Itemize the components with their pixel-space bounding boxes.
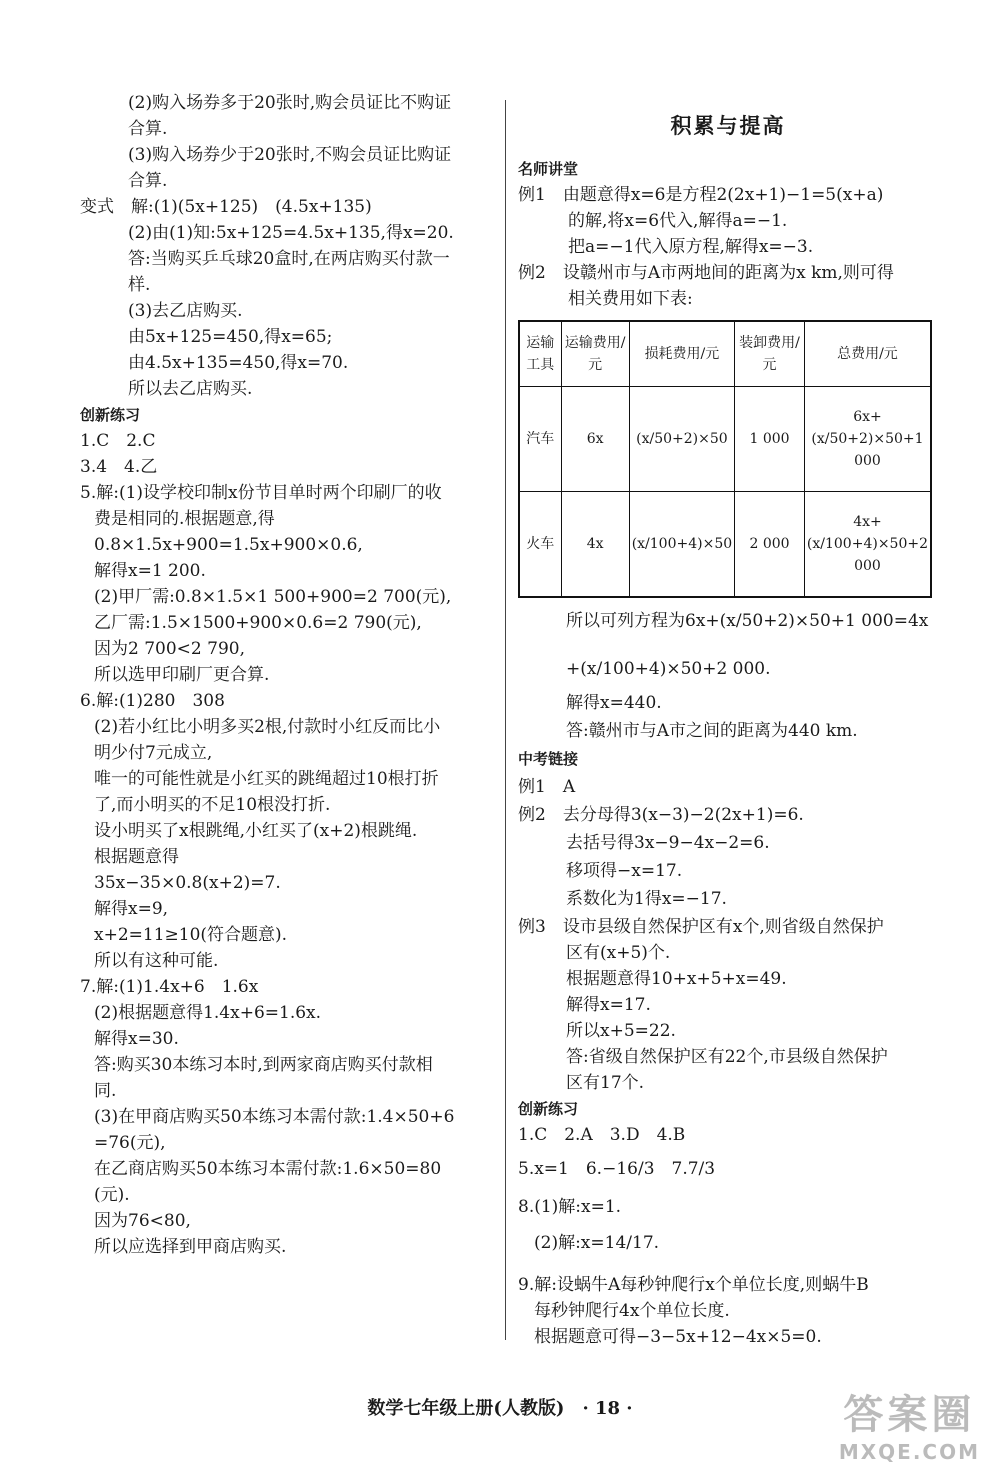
text-line: (2)购入场券多于20张时,购会员证比不购证 bbox=[128, 93, 452, 113]
text-line: 设小明买了x根跳绳,小红买了(x+2)根跳绳. bbox=[94, 821, 418, 841]
text-line: x+2=11≥10(符合题意). bbox=[94, 925, 288, 945]
text-line: (元). bbox=[94, 1185, 130, 1205]
text-line: 7.解:(1)1.4x+6 1.6x bbox=[80, 977, 259, 997]
cost-table bbox=[518, 320, 932, 598]
text-line: 相关费用如下表: bbox=[568, 289, 693, 309]
text-line: 例2 设赣州市与A市两地间的距离为x km,则可得 bbox=[518, 263, 894, 283]
text-line: (3)在甲商店购买50本练习本需付款:1.4×50+6 bbox=[94, 1107, 455, 1127]
table-cell: 火车 bbox=[519, 492, 561, 598]
text-line: 根据题意得 bbox=[94, 847, 179, 867]
text-line: 8.(1)解:x=1. bbox=[518, 1197, 622, 1217]
table-cell: 汽车 bbox=[519, 387, 561, 492]
text-line: 答:赣州市与A市之间的距离为440 km. bbox=[566, 721, 858, 741]
table-row bbox=[519, 387, 931, 492]
text-line: 因为76<80, bbox=[94, 1211, 191, 1231]
text-line: 例1 A bbox=[518, 777, 576, 797]
text-line: 所以选甲印刷厂更合算. bbox=[94, 665, 270, 685]
text-line: 答:当购买乒乓球20盒时,在两店购买付款一 bbox=[128, 249, 450, 269]
text-line: 了,而小明买的不足10根没打折. bbox=[94, 795, 331, 815]
text-line: 所以应选择到甲商店购买. bbox=[94, 1237, 287, 1257]
section-heading: 名师讲堂 bbox=[518, 160, 579, 178]
table-cell: 2 000 bbox=[735, 492, 805, 598]
text-line: 变式 解:(1)(5x+125) (4.5x+135) bbox=[80, 197, 372, 217]
text-line: 1.C 2.C bbox=[80, 431, 156, 451]
text-line: (3)去乙店购买. bbox=[128, 301, 243, 321]
page-footer: 数学七年级上册(人教版) · 18 · bbox=[367, 1398, 633, 1419]
table-cell: 4x+(x/100+4)×50+2 000 bbox=[804, 492, 931, 598]
text-line: 例1 由题意得x=6是方程2(2x+1)−1=5(x+a) bbox=[518, 185, 884, 205]
column-divider bbox=[505, 100, 506, 1340]
text-line: 的解,将x=6代入,解得a=−1. bbox=[568, 211, 788, 231]
text-line: (3)购入场券少于20张时,不购会员证比购证 bbox=[128, 145, 452, 165]
text-line: 6.解:(1)280 308 bbox=[80, 691, 225, 711]
table-header-row bbox=[519, 321, 931, 387]
text-line: 例3 设市县级自然保护区有x个,则省级自然保护 bbox=[518, 917, 884, 937]
text-line: 乙厂需:1.5×1500+900×0.6=2 790(元), bbox=[94, 613, 422, 633]
table-cell: (x/50+2)×50 bbox=[629, 387, 734, 492]
text-line: 去括号得3x−9−4x−2=6. bbox=[566, 833, 770, 853]
text-line: 所以去乙店购买. bbox=[128, 379, 253, 399]
text-line: 解得x=17. bbox=[566, 995, 651, 1015]
text-line: 0.8×1.5x+900=1.5x+900×0.6, bbox=[94, 535, 363, 555]
text-line: 样. bbox=[128, 275, 151, 295]
text-line: 系数化为1得x=−17. bbox=[566, 889, 727, 909]
text-line: 解得x=30. bbox=[94, 1029, 179, 1049]
watermark bbox=[839, 1383, 980, 1464]
text-line: 解得x=440. bbox=[566, 693, 662, 713]
text-line: 唯一的可能性就是小红买的跳绳超过10根打折 bbox=[94, 769, 439, 789]
text-line: 3.4 4.乙 bbox=[80, 457, 158, 477]
text-line: 所以x+5=22. bbox=[566, 1021, 676, 1041]
text-line: 答:省级自然保护区有22个,市县级自然保护 bbox=[566, 1047, 888, 1067]
text-line: (2)若小红比小明多买2根,付款时小红反而比小 bbox=[94, 717, 441, 737]
section-title: 积累与提高 bbox=[670, 114, 786, 138]
table-cell: 4x bbox=[561, 492, 629, 598]
text-line: (2)由(1)知:5x+125=4.5x+135,得x=20. bbox=[128, 223, 454, 243]
text-line: 所以可列方程为6x+(x/50+2)×50+1 000=4x bbox=[566, 611, 929, 631]
text-line: 区有(x+5)个. bbox=[566, 943, 671, 963]
text-line: 5.解:(1)设学校印制x份节目单时两个印刷厂的收 bbox=[80, 483, 442, 503]
text-line: 答:购买30本练习本时,到两家商店购买付款相 bbox=[94, 1055, 433, 1075]
text-line: 每秒钟爬行4x个单位长度. bbox=[534, 1301, 730, 1321]
text-line: 由4.5x+135=450,得x=70. bbox=[128, 353, 349, 373]
section-heading: 创新练习 bbox=[518, 1100, 579, 1118]
table-row bbox=[519, 492, 931, 598]
watermark-url: MXQE.COM bbox=[838, 1440, 980, 1464]
watermark-text: 答案圈 bbox=[843, 1392, 976, 1438]
section-heading: 中考链接 bbox=[518, 750, 579, 768]
table-header-cell: 装卸费用/元 bbox=[735, 321, 805, 387]
text-line: 解得x=9, bbox=[94, 899, 169, 919]
text-line: 把a=−1代入原方程,解得x=−3. bbox=[568, 237, 814, 257]
text-line: 在乙商店购买50本练习本需付款:1.6×50=80 bbox=[94, 1159, 442, 1179]
text-line: (2)解:x=14/17. bbox=[534, 1233, 660, 1253]
table-cell: (x/100+4)×50 bbox=[629, 492, 734, 598]
section-heading: 创新练习 bbox=[80, 406, 141, 424]
table-header-cell: 总费用/元 bbox=[804, 321, 931, 387]
table-header-cell: 运输工具 bbox=[519, 321, 561, 387]
text-line: 解得x=1 200. bbox=[94, 561, 206, 581]
text-line: (2)甲厂需:0.8×1.5×1 500+900=2 700(元), bbox=[94, 587, 452, 607]
table-cell: 6x bbox=[561, 387, 629, 492]
text-line: 合算. bbox=[128, 119, 168, 139]
table-header-cell: 损耗费用/元 bbox=[629, 321, 734, 387]
text-line: 由5x+125=450,得x=65; bbox=[128, 327, 333, 347]
text-line: 同. bbox=[94, 1081, 117, 1101]
text-line: 合算. bbox=[128, 171, 168, 191]
text-line: 费是相同的.根据题意,得 bbox=[94, 509, 275, 529]
text-line: 9.解:设蜗牛A每秒钟爬行x个单位长度,则蜗牛B bbox=[518, 1275, 869, 1295]
text-line: 因为2 700<2 790, bbox=[94, 639, 245, 659]
text-line: 明少付7元成立, bbox=[94, 743, 213, 763]
text-line: 5.x=1 6.−16/3 7.7/3 bbox=[518, 1159, 716, 1179]
text-line: 1.C 2.A 3.D 4.B bbox=[518, 1125, 686, 1145]
text-line: 所以有这种可能. bbox=[94, 951, 219, 971]
text-line: +(x/100+4)×50+2 000. bbox=[566, 659, 771, 679]
text-line: 35x−35×0.8(x+2)=7. bbox=[94, 873, 281, 893]
table-cell: 6x+(x/50+2)×50+1 000 bbox=[804, 387, 931, 492]
text-line: 移项得−x=17. bbox=[566, 861, 683, 881]
text-line: 根据题意可得−3−5x+12−4x×5=0. bbox=[534, 1327, 822, 1347]
table-header-cell: 运输费用/元 bbox=[561, 321, 629, 387]
text-line: 例2 去分母得3(x−3)−2(2x+1)=6. bbox=[518, 805, 804, 825]
text-line: 根据题意得10+x+5+x=49. bbox=[566, 969, 787, 989]
table-cell: 1 000 bbox=[735, 387, 805, 492]
text-line: =76(元), bbox=[94, 1133, 166, 1153]
text-line: 区有17个. bbox=[566, 1073, 645, 1093]
text-line: (2)根据题意得1.4x+6=1.6x. bbox=[94, 1003, 322, 1023]
